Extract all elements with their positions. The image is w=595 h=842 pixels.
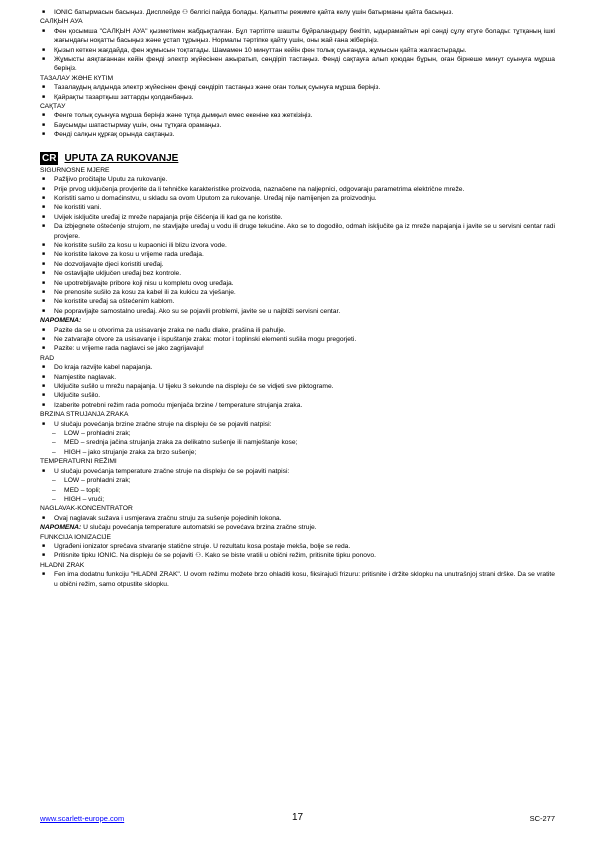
- list-item: ■ Фенді салқын құрғақ орында сақтаңыз.: [40, 130, 555, 139]
- work-list: [40, 363, 555, 410]
- list-item: ■ Namjestite naglavak.: [40, 373, 555, 382]
- speed-intro: ■ U slučaju povećanja brzine zračne struje na displeju će se pojaviti natpisi:: [40, 420, 555, 429]
- cold-air-heading: HLADNI ZRAK: [40, 561, 85, 569]
- list-item: ■ Ugrađeni ionizator sprečava stvaranje statične struje. U rezultatu kosa postaje mekša, bolje se reda.: [40, 542, 555, 551]
- list-item: ■ Prije prvog uključenja provjerite da li tehničke karakteristike proizvoda, naznačene na naljepnici, odgovaraju parametrima električne mreže.: [40, 185, 555, 194]
- list-item: – LOW – prohladni zrak;: [40, 429, 555, 438]
- list-item: ■ Фенге толық суынуға мұрша беріңіз және тұтқа дымқыл емес екеніне көз жеткізіңіз.: [40, 111, 555, 120]
- list-item: – HIGH – vrući;: [40, 495, 555, 504]
- list-item: ■ Uvijek isključite uređaj iz mreže napajanja prije čišćenja ili kad ga ne koristite.: [40, 213, 555, 222]
- kz-storage-list: [40, 111, 555, 139]
- list-item: ■ Қызып кеткен жағдайда, фен жұмысын тоқтатады. Шамамен 10 минуттан кейін фен толық суығанда, жұмысын қайта жалғастырады.: [40, 46, 555, 55]
- list-item: ■ Da izbjegnete oštećenje strujom, ne stavljajte uređaj u vodu ili druge tekućine. Ako se to dogodilo, odmah isključite ga iz mreže napajanja i javite se u servisni centar radi provjere.: [40, 222, 555, 241]
- concentrator-note-label: NAPOMENA:: [40, 524, 82, 532]
- speed-list: [40, 429, 555, 457]
- list-item: ■ Pažljivo pročitajte Uputu za rukovanje.: [40, 175, 555, 184]
- kz-cold-air-heading: САЛҚЫН АУА: [40, 18, 83, 26]
- list-item: ■ Koristiti samo u domaćinstvu, u skladu sa ovom Uputom za rukovanje. Uređaj nije namijenjen za proizvodnju.: [40, 194, 555, 203]
- model-number: SC-277: [529, 814, 555, 823]
- list-item: ■ Ne zatvarajte otvore za usisavanje i ispuštanje zraka: motor i toplinski elementi sušila mogu pregorjeti.: [40, 335, 555, 344]
- safety-heading: SIGURNOSNE MJERE: [40, 166, 110, 174]
- temp-intro: ■ U slučaju povećanja temperature zračne struje na displeju će se pojaviti natpisi:: [40, 467, 555, 476]
- list-item: ■ Қайрақты тазартқыш заттарды қолданбаңыз.: [40, 93, 555, 102]
- list-item: – LOW – prohladni zrak;: [40, 476, 555, 485]
- note-label: NAPOMENA:: [40, 317, 82, 325]
- list-item: ■ Жұмысты аяқтағаннан кейін фенді электр жүйесінен ажыратып, сөндіріп тастаңыз. Фенді сақтауға алып қоюдан бұрын, оған бірнеше минут суынуға мұрша беріңіз.: [40, 55, 555, 74]
- concentrator-note-text: U slučaju povećanja temperature automatski se povećava brzina zračne struje.: [81, 524, 317, 532]
- concentrator-list: [40, 514, 555, 523]
- list-item: ■ Do kraja razvijte kabel napajanja.: [40, 363, 555, 372]
- list-item: ■ Ne koristite uređaj sa oštećenim kablom.: [40, 297, 555, 306]
- list-item: ■ IONIC батырмасын басыңыз. Дисплейде ⚇ белгісі пайда болады. Қалыпты режимге қайта келу үшін батырманы қайта басыңыз.: [40, 8, 555, 17]
- list-item: ■ Тазалаудың алдында электр жүйесінен фенді сөндіріп тастаңыз және оған толық суынуға мұрша беріңіз.: [40, 83, 555, 92]
- cr-section-header: [40, 152, 555, 165]
- language-tag: CR: [42, 152, 57, 164]
- ionization-list: [40, 542, 555, 561]
- list-item: ■ Ne ostavljajte uključen uređaj bez kontrole.: [40, 269, 555, 278]
- list-item: ■ Фен қосымша "САЛҚЫН АУА" қызметімен жабдықталған. Бұл тәртіпте шашты бұйраландыру бекітіп, ыдырамайтын әрі сәнді сұлу етуге болады: тұтқаның ішкі жағындағы ноқатты басыңыз және ұстап тұрыңыз. Нормалы тәртіпке қайту үшін, оны жай ғана жіберіңіз.: [40, 27, 555, 46]
- temp-list: [40, 476, 555, 504]
- concentrator-heading: NAGLAVAK-KONCENTRATOR: [40, 505, 133, 513]
- list-item: ■ Ne upotrebljavajte pribore koji nisu u kompletu ovog uređaja.: [40, 279, 555, 288]
- kz-cold-air-list: [40, 27, 555, 74]
- speed-heading: BRZINA STRUJANJA ZRAKA: [40, 411, 129, 419]
- list-item: – MED – srednja jačina strujanja zraka za delikatno sušenje ili namještanje kose;: [40, 438, 555, 447]
- safety-list: [40, 175, 555, 316]
- kz-top-list: [40, 8, 555, 17]
- list-item: ■ Uključite sušilo u mrežu napajanja. U tijeku 3 sekunde na displeju će se vidjeti sve piktograme.: [40, 382, 555, 391]
- list-item: – HIGH – jako strujanje zraka za brzo sušenje;: [40, 448, 555, 457]
- ionization-heading: FUNKCIJA IONIZACIJE: [40, 533, 111, 541]
- kz-care-list: [40, 83, 555, 102]
- list-item: ■ Ovaj naglavak sužava i usmjerava zračnu struju za sušenje pojedinih lokona.: [40, 514, 555, 523]
- list-item: ■ Баусымды шатастырмау үшін, оны тұтқаға орамаңыз.: [40, 121, 555, 130]
- work-heading: RAD: [40, 354, 55, 362]
- list-item: ■ Pazite da se u otvorima za usisavanje zraka ne nađu dlake, prašina ili pahulje.: [40, 326, 555, 335]
- list-item: ■ Pazite: u vrijeme rada naglavci se jako zagrijavaju!: [40, 344, 555, 353]
- kz-storage-heading: САҚТАУ: [40, 103, 66, 111]
- list-item: ■ Ne prenosite sušilo za kosu za kabel ili za kukicu za vješanje.: [40, 288, 555, 297]
- list-item: ■ Ne koristiti vani.: [40, 203, 555, 212]
- section-title: UPUTA ZA RUKOVANJE: [64, 152, 179, 164]
- kz-care-heading: ТАЗАЛАУ ЖӘНЕ КҮТІМ: [40, 74, 114, 82]
- website-link[interactable]: www.scarlett-europe.com: [40, 814, 125, 823]
- cold-air-list: [40, 570, 555, 589]
- list-item: ■ Uključite sušilo.: [40, 391, 555, 400]
- list-item: ■ Ne dozvoljavajte djeci koristiti uređaj.: [40, 260, 555, 269]
- concentrator-note: [40, 523, 555, 532]
- list-item: ■ Ne popravljajte samostalno uređaj. Ako su se pojavili problemi, javite se u najbliži servisni centar.: [40, 307, 555, 316]
- list-item: ■ Pritisnite tipku IONIC. Na displeju će se pojaviti ⚇. Kako se biste vratili u obični režim, pritisnite tipku ponovo.: [40, 551, 555, 560]
- temp-heading: TEMPERATURNI REŽIMI: [40, 458, 117, 466]
- manual-page: [40, 8, 555, 589]
- note-list: [40, 326, 555, 354]
- list-item: – MED – topli;: [40, 486, 555, 495]
- page-number: 17: [291, 812, 304, 823]
- list-item: ■ Ne koristite lakove za kosu u vrijeme rada uređaja.: [40, 250, 555, 259]
- list-item: ■ Izaberite potrebni režim rada pomoću mjenjača brzine / temperature strujanja zraka.: [40, 401, 555, 410]
- list-item: ■ Fen ima dodatnu funkciju "HLADNI ZRAK". U ovom režimu možete brzo ohladiti kosu, fiksirajući frizuru: pritisnite i držite sklopku na unutrašnjoj strani drške. Da se vratite u obični režim, samo otpustite sklopku.: [40, 570, 555, 589]
- list-item: ■ Ne koristite sušilo za kosu u kupaonici ili blizu izvora vode.: [40, 241, 555, 250]
